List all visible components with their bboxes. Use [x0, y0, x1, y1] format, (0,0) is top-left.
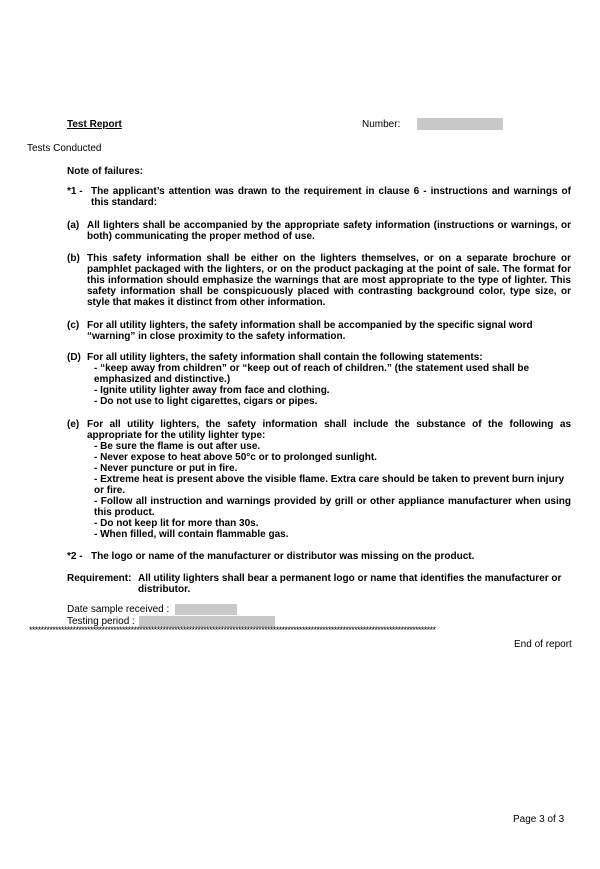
clause-d-text: For all utility lighters, the safety information shall contain the following statements: [87, 352, 483, 363]
clause-b-label: (b) [67, 253, 80, 264]
number-label: Number: [362, 119, 401, 130]
date-received-label: Date sample received : [67, 604, 170, 615]
clause-d-list-item: - Do not use to light cigarettes, cigars or pipes. [94, 396, 318, 407]
clause-e-list-item: - Never puncture or put in fire. [94, 463, 238, 474]
clause-e-list-item: - Never expose to heat above 50°c or to prolonged sunlight. [94, 452, 377, 463]
requirement [67, 573, 571, 595]
clause-e-list-item: - Do not keep lit for more than 30s. [94, 518, 259, 529]
failure-2-text: The logo or name of the manufacturer or distributor was missing on the product. [91, 551, 475, 562]
clause-d-list-item: - “keep away from children” or “keep out of reach of children.” (the statement used shall be emphasized and distinctive.) [94, 363, 530, 385]
testing-period-label: Testing period : [67, 616, 135, 627]
clause-d-label: (D) [67, 352, 81, 363]
report-title: Test Report [67, 119, 122, 130]
failure-2 [67, 551, 571, 562]
clause-e-label: (e) [67, 419, 80, 430]
separator-line: ******************************************************************************************************************************************** [29, 625, 436, 635]
clause-e-list-item: - Extreme heat is present above the visible flame. Extra care should be taken to prevent burn injury or fire. [94, 474, 565, 496]
clause-a [67, 220, 571, 242]
tests-conducted-heading: Tests Conducted [27, 143, 102, 154]
requirement-text: All utility lighters shall bear a permanent logo or name that identifies the manufacturer or distributor. [138, 573, 562, 595]
page-number: Page 3 of 3 [513, 814, 565, 825]
redacted-date [175, 604, 237, 615]
requirement-label: Requirement: [67, 573, 132, 584]
failure-1-label: *1 - [67, 186, 83, 197]
clause-e-list-item: - When filled, will contain flammable gas. [94, 529, 289, 540]
end-of-report: End of report [514, 639, 572, 650]
clause-e-list-item: - Follow all instruction and warnings provided by grill or other appliance manufacturer when using this product. [94, 496, 571, 518]
clause-c-text: For all utility lighters, the safety information shall be accompanied by the specific signal word “warning” in close proximity to the safety information. [87, 320, 533, 342]
clause-e-text: For all utility lighters, the safety information shall include the substance of the following as appropriate for the utility lighter type: [87, 419, 571, 441]
clause-d [67, 352, 571, 407]
failure-2-label: *2 - [67, 551, 83, 562]
clause-b-text: This safety information shall be either on the lighters themselves, or on a separate brochure or pamphlet packaged with the lighters, or on the product packaging at the point of sale. The format for this information should emphasize the warnings that are most appropriate to the type of lighter. This safety information shall be conspicuously placed with contrasting background color, type size, or style that makes it distinct from other information. [87, 253, 571, 308]
failure-1 [67, 186, 571, 208]
note-of-failures-heading: Note of failures: [67, 166, 144, 177]
redacted-number [417, 118, 503, 130]
clause-c [67, 320, 571, 342]
clause-a-text: All lighters shall be accompanied by the appropriate safety information (instructions or warnings, or both) communicating the proper method of use. [87, 220, 571, 242]
clause-e [67, 419, 571, 540]
clause-d-list-item: - Ignite utility lighter away from face and clothing. [94, 385, 330, 396]
clause-a-label: (a) [67, 220, 80, 231]
clause-b [67, 253, 571, 308]
clause-e-list-item: - Be sure the flame is out after use. [94, 441, 261, 452]
failure-1-text: The applicant’s attention was drawn to the requirement in clause 6 - instructions and warnings of this standard: [91, 186, 571, 208]
clause-c-label: (c) [67, 320, 80, 331]
